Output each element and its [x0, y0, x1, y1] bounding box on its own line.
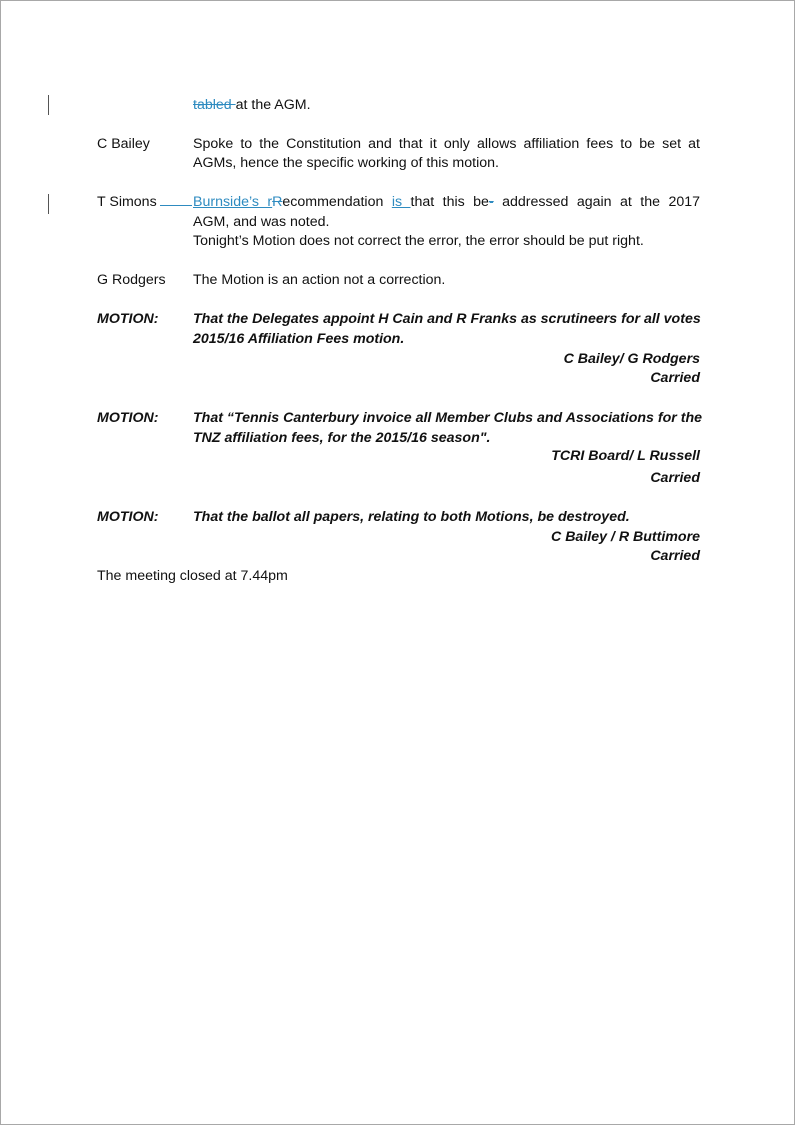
continued-line [193, 96, 311, 115]
speaker-text-line: Tonight’s Motion does not correct the error, the error should be put right. [193, 233, 644, 249]
motion-result: Carried [650, 470, 700, 486]
speaker-text-line: AGMs, hence the specific working of this motion. [193, 155, 499, 171]
motion-text-line: That the ballot all papers, relating to both Motions, be destroyed. [193, 509, 630, 525]
motion-text-line: 2015/16 Affiliation Fees motion. [193, 331, 405, 347]
motion-text-line: TNZ affiliation fees, for the 2015/16 season". [193, 430, 491, 446]
speaker-text-line [193, 193, 700, 212]
motion-mover: C Bailey/ G Rodgers [563, 351, 700, 367]
line-text: that this be [410, 194, 489, 210]
deleted-text: - [488, 194, 494, 210]
speaker-text-line: The Motion is an action not a correction. [193, 272, 446, 288]
motion-result: Carried [650, 548, 700, 564]
speaker-text-line: Spoke to the Constitution and that it only allows affiliation fees to be set at [193, 136, 700, 152]
motion-result: Carried [650, 370, 700, 386]
motion-label: MOTION: [97, 311, 159, 327]
line-text: ecommendation [282, 194, 392, 210]
line-text: at the AGM. [235, 97, 311, 113]
closing-line: The meeting closed at 7.44pm [97, 568, 288, 584]
deleted-text: tabled [193, 97, 236, 113]
motion-text-line: That “Tennis Canterbury invoice all Member Clubs and Associations for the [193, 410, 703, 426]
speaker-name: G Rodgers [97, 272, 166, 288]
speaker-name [97, 193, 192, 212]
line-text: addressed again at the 2017 [493, 194, 701, 210]
motion-text-line: That the Delegates appoint H Cain and R Franks as scrutineers for all votes [193, 311, 701, 327]
motion-label: MOTION: [97, 509, 159, 525]
speaker-name: C Bailey [97, 136, 150, 152]
motion-label: MOTION: [97, 410, 159, 426]
speaker-text-line: AGM, and was noted. [193, 214, 330, 230]
motion-mover: C Bailey / R Buttimore [551, 529, 700, 545]
inserted-tab-mark [160, 193, 192, 206]
speaker-name-text: T Simons [97, 194, 157, 210]
inserted-text: is [391, 194, 411, 210]
deleted-text: R [272, 194, 283, 210]
change-bar [48, 194, 49, 214]
motion-mover: TCRI Board/ L Russell [551, 448, 700, 464]
inserted-text: Burnside’s r [193, 194, 273, 210]
change-bar [48, 95, 49, 115]
